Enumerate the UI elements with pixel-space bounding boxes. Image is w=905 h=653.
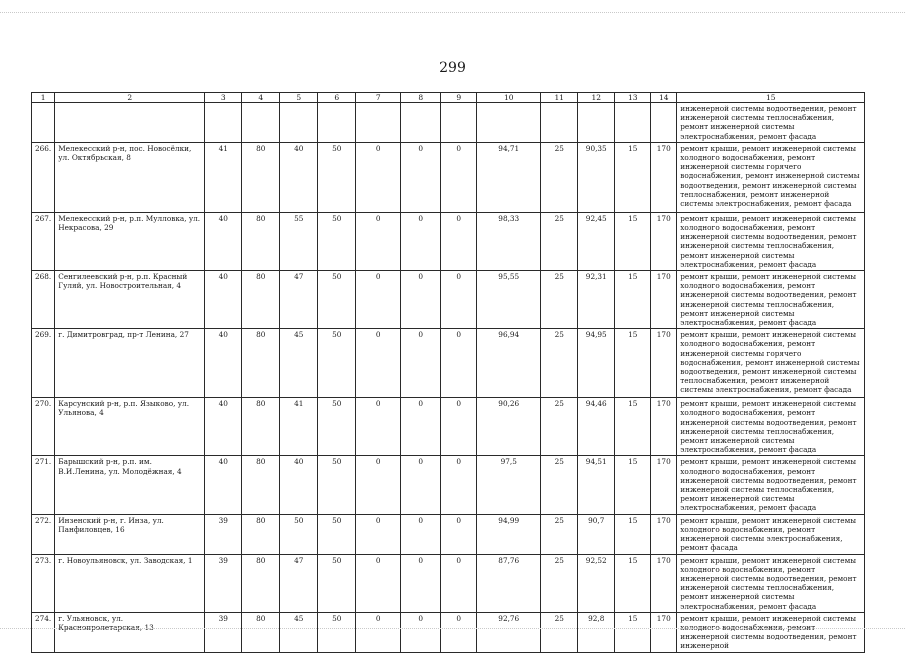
value-cell: 92,76: [477, 612, 541, 652]
value-cell: 96,94: [477, 329, 541, 398]
value-cell: 39: [205, 554, 242, 612]
value-cell: 0: [401, 212, 441, 270]
value-cell: 98,33: [477, 212, 541, 270]
value-cell: 170: [651, 514, 677, 554]
value-cell: 0: [441, 398, 477, 456]
address-cell: Мелекесский р-н, пос. Новосёлки, ул. Октябрьская, 8: [55, 142, 205, 212]
row-number: 272.: [32, 514, 55, 554]
value-cell: 170: [651, 212, 677, 270]
row-number: 274.: [32, 612, 55, 652]
value-cell: 170: [651, 271, 677, 329]
value-cell: 170: [651, 456, 677, 514]
value-cell: 0: [356, 398, 401, 456]
value-cell: 90,35: [578, 142, 615, 212]
value-cell: 170: [651, 398, 677, 456]
value-cell: 0: [401, 612, 441, 652]
value-cell: 40: [280, 456, 318, 514]
value-cell: 0: [401, 514, 441, 554]
value-cell: 80: [242, 456, 280, 514]
col-header: 1: [32, 93, 55, 103]
row-number: 269.: [32, 329, 55, 398]
works-list: ремонт крыши, ремонт инженерной системы холодного водоснабжения, ремонт инженерной системы водоотведения, ремонт инженерной системы теплоснабжения, ремонт инженерной системы электроснабжения, ремонт фасада: [677, 271, 865, 329]
value-cell: 39: [205, 612, 242, 652]
row-number: 273.: [32, 554, 55, 612]
value-cell: 90,7: [578, 514, 615, 554]
value-cell: 94,95: [578, 329, 615, 398]
value-cell: 0: [441, 456, 477, 514]
value-cell: 15: [615, 398, 651, 456]
works-list: ремонт крыши, ремонт инженерной системы холодного водоснабжения, ремонт инженерной системы электроснабжения, ремонт фасада: [677, 514, 865, 554]
table-row: [32, 142, 865, 212]
value-cell: 0: [441, 554, 477, 612]
value-cell: 50: [318, 554, 356, 612]
col-header: 6: [318, 93, 356, 103]
value-cell: 45: [280, 612, 318, 652]
value-cell: 94,71: [477, 142, 541, 212]
value-cell: 0: [401, 398, 441, 456]
value-cell: 50: [318, 271, 356, 329]
value-cell: 0: [441, 329, 477, 398]
value-cell: 15: [615, 514, 651, 554]
table-row: [32, 514, 865, 554]
value-cell: 15: [615, 554, 651, 612]
address-cell: г. Новоульяновск, ул. Заводская, 1: [55, 554, 205, 612]
value-cell: 92,8: [578, 612, 615, 652]
row-number: 270.: [32, 398, 55, 456]
table-row: [32, 612, 865, 652]
value-cell: 0: [441, 142, 477, 212]
value-cell: 92,45: [578, 212, 615, 270]
row-number: 266.: [32, 142, 55, 212]
scan-edge-bottom: [0, 628, 905, 631]
value-cell: 55: [280, 212, 318, 270]
value-cell: 90,26: [477, 398, 541, 456]
table-row: [32, 456, 865, 514]
value-cell: 15: [615, 329, 651, 398]
table-row: [32, 398, 865, 456]
value-cell: 80: [242, 612, 280, 652]
address-cell: Барышский р-н, р.п. им. В.И.Ленина, ул. Молодёжная, 4: [55, 456, 205, 514]
value-cell: 50: [318, 456, 356, 514]
value-cell: 15: [615, 142, 651, 212]
col-header: 12: [578, 93, 615, 103]
table-row: [32, 271, 865, 329]
works-list: ремонт крыши, ремонт инженерной системы холодного водоснабжения, ремонт инженерной системы водоотведения, ремонт инженерной системы теплоснабжения, ремонт инженерной системы электроснабжения, ремонт фасада: [677, 554, 865, 612]
value-cell: 25: [541, 212, 578, 270]
value-cell: 80: [242, 212, 280, 270]
value-cell: 40: [205, 398, 242, 456]
col-header: 3: [205, 93, 242, 103]
value-cell: 0: [356, 142, 401, 212]
value-cell: 40: [205, 329, 242, 398]
value-cell: 80: [242, 142, 280, 212]
value-cell: 41: [205, 142, 242, 212]
value-cell: 50: [280, 514, 318, 554]
value-cell: 25: [541, 612, 578, 652]
value-cell: 15: [615, 456, 651, 514]
value-cell: 47: [280, 554, 318, 612]
table-row: [32, 329, 865, 398]
col-header: 8: [401, 93, 441, 103]
scan-edge-top: [0, 12, 905, 15]
value-cell: 0: [441, 612, 477, 652]
address-cell: г. Ульяновск, ул. Краснопролетарская, 13: [55, 612, 205, 652]
value-cell: 15: [615, 612, 651, 652]
col-header: 5: [280, 93, 318, 103]
value-cell: 15: [615, 212, 651, 270]
col-header: 15: [677, 93, 865, 103]
value-cell: 92,31: [578, 271, 615, 329]
value-cell: 97,5: [477, 456, 541, 514]
value-cell: 80: [242, 514, 280, 554]
value-cell: 40: [280, 142, 318, 212]
row-number: 267.: [32, 212, 55, 270]
value-cell: 80: [242, 329, 280, 398]
value-cell: 0: [356, 612, 401, 652]
value-cell: 0: [356, 456, 401, 514]
value-cell: 50: [318, 514, 356, 554]
value-cell: 41: [280, 398, 318, 456]
col-header: 13: [615, 93, 651, 103]
value-cell: 50: [318, 212, 356, 270]
value-cell: 0: [401, 329, 441, 398]
value-cell: 45: [280, 329, 318, 398]
address-cell: Инзенский р-н, г. Инза, ул. Панфиловцев, 16: [55, 514, 205, 554]
address-cell: Мелекесский р-н, р.п. Мулловка, ул. Некрасова, 29: [55, 212, 205, 270]
value-cell: 25: [541, 142, 578, 212]
value-cell: 25: [541, 398, 578, 456]
value-cell: 80: [242, 554, 280, 612]
value-cell: 94,51: [578, 456, 615, 514]
value-cell: 50: [318, 398, 356, 456]
value-cell: 25: [541, 271, 578, 329]
row-number: 271.: [32, 456, 55, 514]
works-list: ремонт крыши, ремонт инженерной системы холодного водоснабжения, ремонт инженерной системы водоотведения, ремонт инженерной системы теплоснабжения, ремонт инженерной системы электроснабжения, ремонт фасада: [677, 456, 865, 514]
value-cell: 92,52: [578, 554, 615, 612]
address-cell: г. Димитровград, пр-т Ленина, 27: [55, 329, 205, 398]
table-row: [32, 212, 865, 270]
value-cell: 0: [441, 514, 477, 554]
works-list: ремонт крыши, ремонт инженерной системы холодного водоснабжения, ремонт инженерной системы водоотведения, ремонт инженерной системы теплоснабжения, ремонт инженерной системы электроснабжения, ремонт фасада: [677, 398, 865, 456]
value-cell: 40: [205, 456, 242, 514]
works-list: ремонт крыши, ремонт инженерной системы холодного водоснабжения, ремонт инженерной системы водоотведения, ремонт инженерной системы теплоснабжения, ремонт инженерной системы электроснабжения, ремонт фасада: [677, 212, 865, 270]
value-cell: 50: [318, 612, 356, 652]
value-cell: 0: [356, 271, 401, 329]
col-header: 4: [242, 93, 280, 103]
page-number: 299: [439, 60, 466, 76]
works-list: ремонт крыши, ремонт инженерной системы холодного водоснабжения, ремонт инженерной системы водоотведения, ремонт инженерной: [677, 612, 865, 652]
value-cell: 170: [651, 554, 677, 612]
value-cell: 25: [541, 329, 578, 398]
value-cell: 0: [356, 514, 401, 554]
value-cell: 0: [401, 271, 441, 329]
value-cell: 0: [356, 554, 401, 612]
value-cell: 15: [615, 271, 651, 329]
works-list: ремонт крыши, ремонт инженерной системы холодного водоснабжения, ремонт инженерной системы горячего водоснабжения, ремонт инженерной системы водоотведения, ремонт инженерной системы теплоснабжения, ремонт инженерной системы электроснабжения, ремонт фасада: [677, 142, 865, 212]
address-cell: Карсунский р-н, р.п. Языково, ул. Ульянова, 4: [55, 398, 205, 456]
value-cell: 25: [541, 514, 578, 554]
col-header: 7: [356, 93, 401, 103]
value-cell: 50: [318, 329, 356, 398]
works-list: инженерной системы водоотведения, ремонт инженерной системы теплоснабжения, ремонт инженерной системы электроснабжения, ремонт фасада: [677, 103, 865, 143]
value-cell: 170: [651, 612, 677, 652]
value-cell: 0: [401, 554, 441, 612]
value-cell: 25: [541, 456, 578, 514]
column-number-row: [32, 93, 865, 103]
value-cell: 94,99: [477, 514, 541, 554]
address-cell: Сенгилеевский р-н, р.п. Красный Гуляй, ул. Новостроительная, 4: [55, 271, 205, 329]
value-cell: 39: [205, 514, 242, 554]
table-row: [32, 554, 865, 612]
works-list: ремонт крыши, ремонт инженерной системы холодного водоснабжения, ремонт инженерной системы горячего водоснабжения, ремонт инженерной системы водоотведения, ремонт инженерной системы теплоснабжения, ремонт инженерной системы электроснабжения, ремонт фасада: [677, 329, 865, 398]
value-cell: 170: [651, 142, 677, 212]
value-cell: 80: [242, 271, 280, 329]
col-header: 14: [651, 93, 677, 103]
value-cell: 25: [541, 554, 578, 612]
value-cell: 40: [205, 212, 242, 270]
row-number: 268.: [32, 271, 55, 329]
col-header: 10: [477, 93, 541, 103]
col-header: 11: [541, 93, 578, 103]
value-cell: 0: [441, 212, 477, 270]
value-cell: 50: [318, 142, 356, 212]
value-cell: 95,55: [477, 271, 541, 329]
value-cell: 40: [205, 271, 242, 329]
value-cell: 0: [401, 456, 441, 514]
value-cell: 80: [242, 398, 280, 456]
value-cell: 0: [356, 212, 401, 270]
value-cell: 0: [441, 271, 477, 329]
value-cell: 87,76: [477, 554, 541, 612]
value-cell: 47: [280, 271, 318, 329]
value-cell: 0: [356, 329, 401, 398]
value-cell: 94,46: [578, 398, 615, 456]
continued-row: [32, 103, 865, 143]
value-cell: 170: [651, 329, 677, 398]
repair-register-table: [31, 92, 865, 653]
value-cell: 0: [401, 142, 441, 212]
col-header: 2: [55, 93, 205, 103]
col-header: 9: [441, 93, 477, 103]
